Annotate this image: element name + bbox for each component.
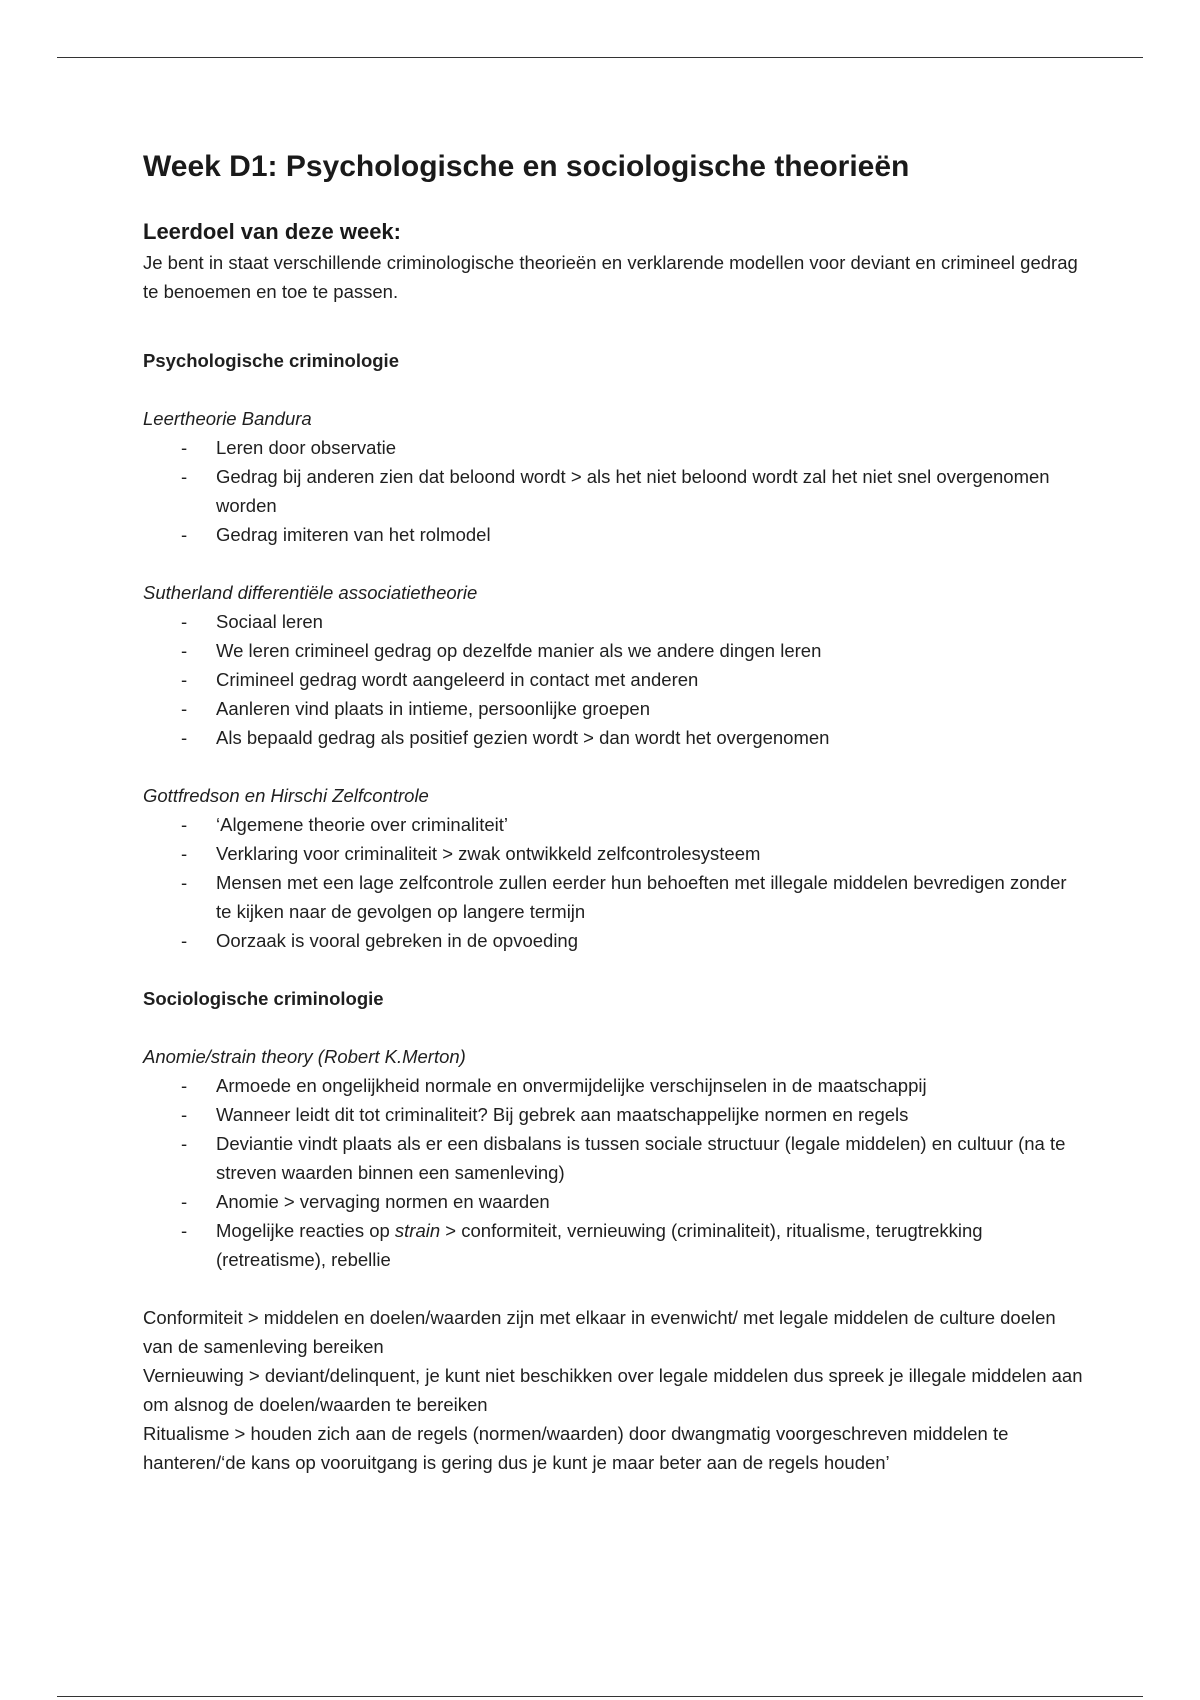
list-item: - Gedrag bij anderen zien dat beloond wordt > als het niet beloond wordt zal het niet snel overgenomen worden [181, 466, 1050, 516]
theory-bullets-bandura [143, 433, 1083, 549]
list-item: - Deviantie vindt plaats als er een disbalans is tussen sociale structuur (legale middelen) en cultuur (na te streven waarden binnen een samenleving) [181, 1133, 1066, 1183]
list-item: - Gedrag imiteren van het rolmodel [181, 524, 491, 545]
theory-bullets-sutherland [143, 607, 1083, 752]
page-footer-rule [57, 1696, 1143, 1697]
theory-title-sutherland: Sutherland differentiële associatietheorie [143, 582, 478, 603]
document-body [143, 148, 1083, 1477]
list-item: - Leren door observatie [181, 437, 396, 458]
list-item: - Wanneer leidt dit tot criminaliteit? Bij gebrek aan maatschappelijke normen en regels [181, 1104, 909, 1125]
list-item: - Armoede en ongelijkheid normale en onvermijdelijke verschijnselen in de maatschappij [181, 1075, 927, 1096]
page-title: Week D1: Psychologische en sociologische theorieën [143, 150, 910, 183]
theory-title-bandura: Leertheorie Bandura [143, 408, 312, 429]
goal-heading: Leerdoel van deze week: [143, 219, 401, 244]
list-item: - Anomie > vervaging normen en waarden [181, 1191, 550, 1212]
paragraph-ritualisme: Ritualisme > houden zich aan de regels (normen/waarden) door dwangmatig voorgeschreven middelen te hanteren/‘de kans op vooruitgang is gering dus je kunt je maar beter aan de regels houden’ [143, 1423, 1009, 1473]
list-item: - Crimineel gedrag wordt aangeleerd in contact met anderen [181, 669, 699, 690]
list-item: - We leren crimineel gedrag op dezelfde manier als we andere dingen leren [181, 640, 822, 661]
emphasis-strain: strain [394, 1220, 441, 1241]
list-item: - Mogelijke reacties op strain > conformiteit, vernieuwing (criminaliteit), ritualisme, terugtrekking (retreatisme), rebellie [181, 1220, 983, 1270]
goal-text: Je bent in staat verschillende criminologische theorieën en verklarende modellen voor deviant en crimineel gedrag te benoemen en toe te passen. [143, 252, 1078, 302]
theory-title-gottfredson: Gottfredson en Hirschi Zelfcontrole [143, 785, 429, 806]
list-item: - Mensen met een lage zelfcontrole zullen eerder hun behoeften met illegale middelen bevredigen zonder te kijken naar de gevolgen op langere termijn [181, 872, 1067, 922]
psych-section-heading: Psychologische criminologie [143, 350, 399, 371]
list-item: - ‘Algemene theorie over criminaliteit’ [181, 814, 509, 835]
list-item: - Sociaal leren [181, 611, 323, 632]
list-item: - Verklaring voor criminaliteit > zwak ontwikkeld zelfcontrolesysteem [181, 843, 761, 864]
socio-section-heading: Sociologische criminologie [143, 988, 384, 1009]
theory-title-merton: Anomie/strain theory (Robert K.Merton) [143, 1046, 466, 1067]
theory-bullets-merton [143, 1071, 1083, 1274]
strain-responses [143, 1303, 1083, 1477]
theory-bullets-gottfredson [143, 810, 1083, 955]
paragraph-vernieuwing: Vernieuwing > deviant/delinquent, je kunt niet beschikken over legale middelen dus spreek je illegale middelen aan om alsnog de doelen/waarden te bereiken [143, 1365, 1083, 1415]
list-item: - Oorzaak is vooral gebreken in de opvoeding [181, 930, 579, 951]
paragraph-conformiteit: Conformiteit > middelen en doelen/waarden zijn met elkaar in evenwicht/ met legale middelen de culture doelen van de samenleving bereiken [143, 1307, 1056, 1357]
list-item: - Als bepaald gedrag als positief gezien wordt > dan wordt het overgenomen [181, 727, 830, 748]
list-item: - Aanleren vind plaats in intieme, persoonlijke groepen [181, 698, 650, 719]
page-header-rule [57, 57, 1143, 58]
